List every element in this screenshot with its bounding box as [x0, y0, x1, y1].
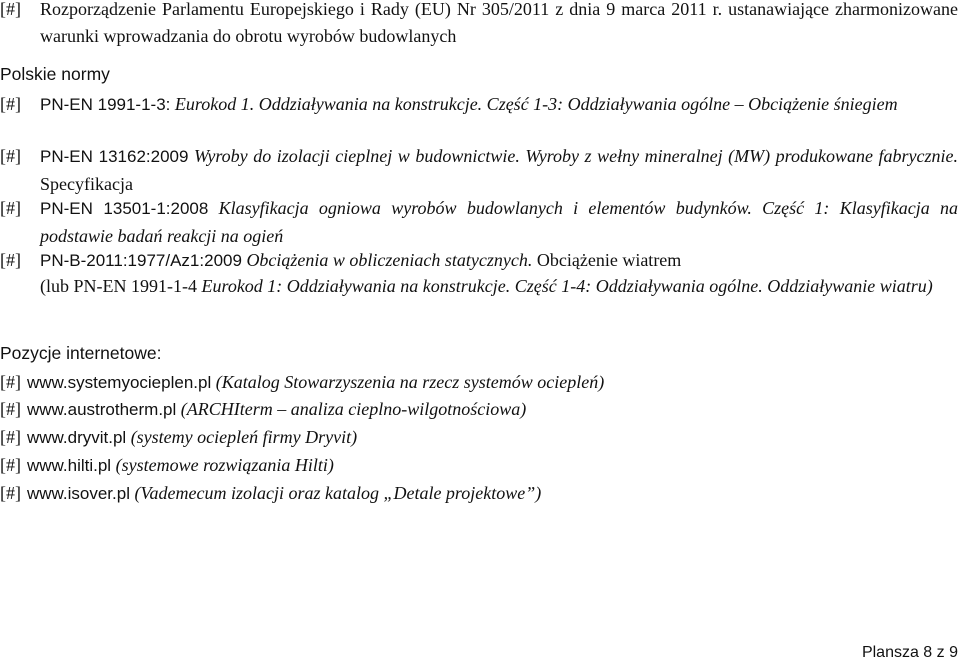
norm-title: Obciążenia w obliczeniach statycznych.: [246, 250, 533, 270]
web-item: [0, 424, 357, 451]
ref-tag: [#]: [0, 146, 21, 166]
web-item: [0, 480, 541, 507]
norm-title: Wyroby do izolacji cieplnej w budownictwie. Wyroby z wełny mineralnej (MW) produkowane fabrycznie.: [194, 146, 958, 166]
norm-code: PN-EN 13501-1:2008: [40, 199, 209, 218]
norm-title: Eurokod 1. Oddziaływania na konstrukcje. Część 1-3: Oddziaływania ogólne – Obciążenie śniegiem: [174, 94, 898, 114]
web-desc: (Vademecum izolacji oraz katalog „Detale projektowe”): [134, 483, 542, 503]
web-url[interactable]: www.austrotherm.pl: [27, 400, 177, 419]
web-url[interactable]: www.hilti.pl: [27, 456, 112, 475]
web-desc: (systemy ociepleń firmy Dryvit): [130, 427, 358, 447]
norm-item: [0, 247, 958, 275]
web-item: [0, 369, 604, 396]
norm-item: [0, 195, 958, 249]
ref-tag: [#]: [0, 372, 21, 392]
web-url[interactable]: www.systemyocieplen.pl: [27, 373, 212, 392]
norm-code: PN-EN 1991-1-3:: [40, 95, 171, 114]
web-desc: (ARCHIterm – analiza cieplno-wilgotnościowa): [180, 399, 527, 419]
norm-suffix: Specyfikacja: [40, 173, 133, 194]
ref-tag: [#]: [0, 483, 21, 503]
web-item: [0, 452, 334, 479]
ref-tag: [#]: [0, 427, 21, 447]
ref-eu-regulation: [0, 0, 958, 49]
norm-suffix: Obciążenie wiatrem: [536, 250, 682, 270]
ref-text: Rozporządzenie Parlamentu Europejskiego i Rady (EU) Nr 305/2011 z dnia 9 marca 2011 r. ustanawiające zharmonizowane warunki wprowadzania do obrotu wyrobów budowlanych: [40, 0, 958, 46]
norm-code: PN-B-2011:1977/Az1:2009: [40, 251, 242, 270]
alt-norm-title: Eurokod 1: Oddziaływania na konstrukcje. Część 1-4: Oddziaływania ogólne. Oddziaływanie wiatru): [201, 276, 933, 296]
alt-norm: [0, 273, 958, 300]
norm-item: [0, 91, 958, 119]
ref-tag: [#]: [0, 250, 21, 270]
web-desc: (Katalog Stowarzyszenia na rzecz systemów ociepleń): [215, 372, 605, 392]
ref-tag: [#]: [0, 0, 21, 19]
norm-title: Klasyfikacja ogniowa wyrobów budowlanych i elementów budynków. Część 1: Klasyfikacja na podstawie badań reakcji na ogień: [40, 198, 958, 246]
ref-tag: [#]: [0, 198, 21, 218]
web-desc: (systemowe rozwiązania Hilti): [115, 455, 334, 475]
web-item: [0, 396, 526, 423]
heading-web-sources: Pozycje internetowe:: [0, 343, 162, 363]
web-url[interactable]: www.isover.pl: [27, 484, 130, 503]
alt-norm-open: (lub PN-EN 1991-1-4: [40, 276, 197, 296]
page-footer: Plansza 8 z 9: [861, 644, 958, 661]
norm-code: PN-EN 13162:2009: [40, 147, 189, 166]
ref-tag: [#]: [0, 94, 21, 114]
ref-tag: [#]: [0, 455, 21, 475]
web-url[interactable]: www.dryvit.pl: [27, 428, 127, 447]
norm-item: [0, 143, 958, 197]
ref-tag: [#]: [0, 399, 21, 419]
heading-polish-norms: Polskie normy: [0, 64, 110, 84]
